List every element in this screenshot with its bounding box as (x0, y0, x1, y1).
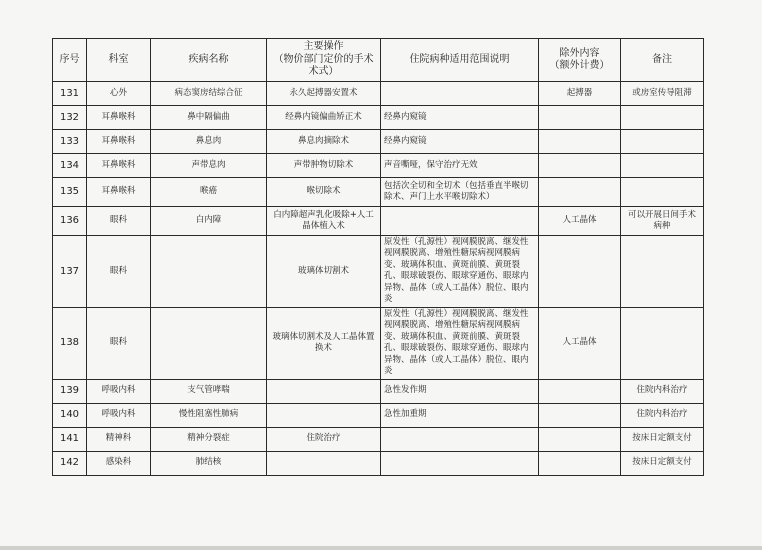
cell-scope: 原发性（孔源性）视网膜脱离、继发性视网膜脱离、增殖性糖尿病视网膜病变、玻璃体积血、黄斑前膜、黄斑裂孔、眼球破裂伤、眼球穿通伤、眼球内异物、晶体（或人工晶体）脱位、眼内炎 (381, 236, 539, 308)
header-operation: 主要操作 （物价部门定价的手术 术式） (267, 39, 381, 82)
cell-seq: 139 (53, 379, 87, 403)
cell-operation (267, 451, 381, 475)
cell-operation: 白内障超声乳化吸除+人工晶体植入术 (267, 207, 381, 236)
cell-remarks (621, 154, 704, 178)
cell-operation: 玻璃体切割术 (267, 236, 381, 308)
disease-table (52, 38, 704, 476)
cell-disease: 慢性阻塞性肺病 (151, 403, 267, 427)
cell-disease (151, 307, 267, 379)
cell-dept: 心外 (87, 82, 151, 106)
cell-disease: 支气管哮喘 (151, 379, 267, 403)
cell-dept: 耳鼻喉科 (87, 130, 151, 154)
cell-disease: 白内障 (151, 207, 267, 236)
header-seq: 序号 (53, 39, 87, 82)
cell-seq: 140 (53, 403, 87, 427)
cell-remarks (621, 106, 704, 130)
cell-disease: 鼻息肉 (151, 130, 267, 154)
cell-remarks (621, 307, 704, 379)
cell-seq: 131 (53, 82, 87, 106)
cell-dept: 精神科 (87, 427, 151, 451)
cell-disease: 肺结核 (151, 451, 267, 475)
cell-excluded (539, 427, 621, 451)
table-row (53, 178, 704, 207)
table-row (53, 82, 704, 106)
cell-remarks: 住院内科治疗 (621, 403, 704, 427)
cell-operation (267, 403, 381, 427)
table-row (53, 207, 704, 236)
cell-scope: 急性加重期 (381, 403, 539, 427)
cell-excluded (539, 403, 621, 427)
cell-disease: 声带息肉 (151, 154, 267, 178)
cell-seq: 133 (53, 130, 87, 154)
table-row (53, 106, 704, 130)
cell-dept: 感染科 (87, 451, 151, 475)
table-row (53, 307, 704, 379)
table-row (53, 236, 704, 308)
header-scope: 住院病种适用范围说明 (381, 39, 539, 82)
header-excluded: 除外内容 （额外计费） (539, 39, 621, 82)
cell-operation: 永久起搏器安置术 (267, 82, 381, 106)
table-row (53, 403, 704, 427)
cell-scope (381, 451, 539, 475)
cell-dept: 耳鼻喉科 (87, 154, 151, 178)
cell-dept: 耳鼻喉科 (87, 178, 151, 207)
cell-excluded (539, 130, 621, 154)
cell-disease: 喉癌 (151, 178, 267, 207)
cell-remarks: 按床日定额支付 (621, 427, 704, 451)
cell-remarks: 住院内科治疗 (621, 379, 704, 403)
cell-remarks: 或房室传导阻滞 (621, 82, 704, 106)
header-dept: 科室 (87, 39, 151, 82)
cell-scope: 经鼻内窥镜 (381, 130, 539, 154)
cell-scope (381, 207, 539, 236)
table-row (53, 427, 704, 451)
table-row (53, 130, 704, 154)
cell-dept: 耳鼻喉科 (87, 106, 151, 130)
cell-scope (381, 427, 539, 451)
cell-operation: 喉切除术 (267, 178, 381, 207)
table-row (53, 154, 704, 178)
cell-scope: 经鼻内窥镜 (381, 106, 539, 130)
cell-disease (151, 236, 267, 308)
header-remarks: 备注 (621, 39, 704, 82)
cell-scope (381, 82, 539, 106)
cell-remarks (621, 130, 704, 154)
cell-operation: 经鼻内镜偏曲矫正术 (267, 106, 381, 130)
cell-seq: 138 (53, 307, 87, 379)
table-row (53, 379, 704, 403)
cell-disease: 鼻中隔偏曲 (151, 106, 267, 130)
cell-excluded (539, 154, 621, 178)
cell-operation: 玻璃体切割术及人工晶体置换术 (267, 307, 381, 379)
table-header-row (53, 39, 704, 82)
cell-operation: 住院治疗 (267, 427, 381, 451)
cell-remarks (621, 178, 704, 207)
table-row (53, 451, 704, 475)
cell-seq: 134 (53, 154, 87, 178)
cell-excluded (539, 451, 621, 475)
scan-edge (0, 546, 762, 550)
cell-operation: 鼻息肉摘除术 (267, 130, 381, 154)
cell-scope: 声音嘶哑，保守治疗无效 (381, 154, 539, 178)
cell-excluded: 人工晶体 (539, 207, 621, 236)
cell-remarks: 可以开展日间手术病种 (621, 207, 704, 236)
cell-remarks: 按床日定额支付 (621, 451, 704, 475)
cell-seq: 137 (53, 236, 87, 308)
cell-dept: 呼吸内科 (87, 403, 151, 427)
cell-dept: 眼科 (87, 307, 151, 379)
cell-seq: 142 (53, 451, 87, 475)
cell-seq: 132 (53, 106, 87, 130)
cell-excluded (539, 178, 621, 207)
cell-operation: 声带肿物切除术 (267, 154, 381, 178)
cell-operation (267, 379, 381, 403)
cell-seq: 141 (53, 427, 87, 451)
header-disease: 疾病名称 (151, 39, 267, 82)
cell-excluded: 人工晶体 (539, 307, 621, 379)
cell-excluded: 起搏器 (539, 82, 621, 106)
cell-disease: 病态窦房结综合征 (151, 82, 267, 106)
cell-dept: 眼科 (87, 207, 151, 236)
cell-scope: 包括次全切和全切术（包括垂直半喉切除术、声门上水平喉切除术） (381, 178, 539, 207)
cell-excluded (539, 106, 621, 130)
cell-excluded (539, 236, 621, 308)
cell-excluded (539, 379, 621, 403)
cell-disease: 精神分裂症 (151, 427, 267, 451)
cell-seq: 135 (53, 178, 87, 207)
cell-dept: 眼科 (87, 236, 151, 308)
cell-seq: 136 (53, 207, 87, 236)
cell-scope: 急性发作期 (381, 379, 539, 403)
cell-dept: 呼吸内科 (87, 379, 151, 403)
cell-remarks (621, 236, 704, 308)
cell-scope: 原发性（孔源性）视网膜脱离、继发性视网膜脱离、增殖性糖尿病视网膜病变、玻璃体积血、黄斑前膜、黄斑裂孔、眼球破裂伤、眼球穿通伤、眼球内异物、晶体（或人工晶体）脱位、眼内炎 (381, 307, 539, 379)
